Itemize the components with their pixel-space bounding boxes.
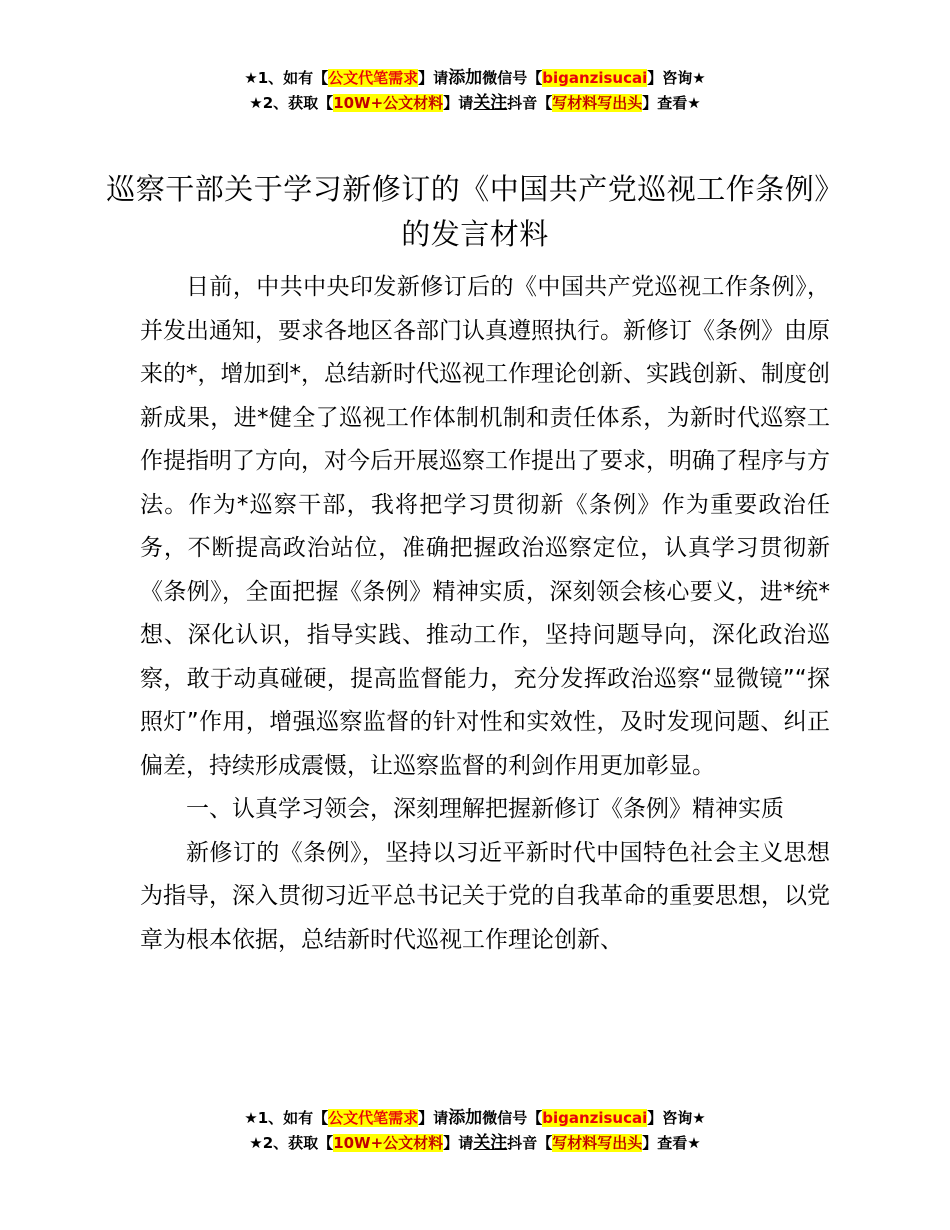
paragraph-intro: 日前，中共中央印发新修订后的《中国共产党巡视工作条例》，并发出通知，要求各地区各部门认真遵照执行。新修订《条例》由原来的*，增加到*，总结新时代巡视工作理论创新、实践创新、制度创新成果，进*健全了巡视工作体制机制和责任体系，为新时代巡察工作提指明了方向，对今后开展巡察工作提出了要求，明确了程序与方法。作为*巡察干部，我将把学习贯彻新《条例》作为重要政治任务，不断提高政治站位，准确把握政治巡察定位，认真学习贯彻新《条例》，全面把握《条例》精神实质，深刻领会核心要义，进*统*想、深化认识，指导实践、推动工作，坚持问题导向，深化政治巡察，敢于动真碰硬，提高监督能力，充分发挥政治巡察“显微镜”“探照灯”作用，增强巡察监督的针对性和实效性，及时发现问题、纠正偏差，持续形成震慑，让巡察监督的利剑作用更加彰显。 [140, 274, 830, 779]
banner-line-2: ★2、获取【10W+公文材料】请关注抖音【写材料写出头】查看★ [249, 1133, 701, 1153]
materials-highlight: 10W+公文材料 [333, 1134, 444, 1152]
banner-line-2: ★2、获取【10W+公文材料】请关注抖音【写材料写出头】查看★ [249, 93, 701, 113]
section-heading-1: 一、认真学习领会，深刻理解把握新修订《条例》精神实质 [186, 796, 784, 822]
header-banner [0, 66, 950, 116]
wechat-id-highlight: biganzisucai [542, 69, 648, 87]
douyin-id-highlight: 写材料写出头 [552, 1134, 643, 1152]
wechat-id-highlight: biganzisucai [542, 1109, 648, 1127]
service-highlight: 公文代笔需求 [328, 1109, 419, 1127]
document-title: 巡察干部关于学习新修订的《中国共产党巡视工作条例》的发言材料 [106, 172, 844, 251]
footer-banner [0, 1106, 950, 1156]
service-highlight: 公文代笔需求 [328, 69, 419, 87]
document-body [140, 266, 830, 962]
paragraph-section-1: 新修订的《条例》，坚持以习近平新时代中国特色社会主义思想为指导，深入贯彻习近平总书记关于党的自我革命的重要思想，以党章为根本依据，总结新时代巡视工作理论创新、 [140, 839, 830, 953]
douyin-id-highlight: 写材料写出头 [552, 94, 643, 112]
banner-line-1: ★1、如有【公文代笔需求】请添加微信号【biganzisucai】咨询★ [244, 1108, 706, 1128]
banner-line-1: ★1、如有【公文代笔需求】请添加微信号【biganzisucai】咨询★ [244, 68, 706, 88]
materials-highlight: 10W+公文材料 [333, 94, 444, 112]
